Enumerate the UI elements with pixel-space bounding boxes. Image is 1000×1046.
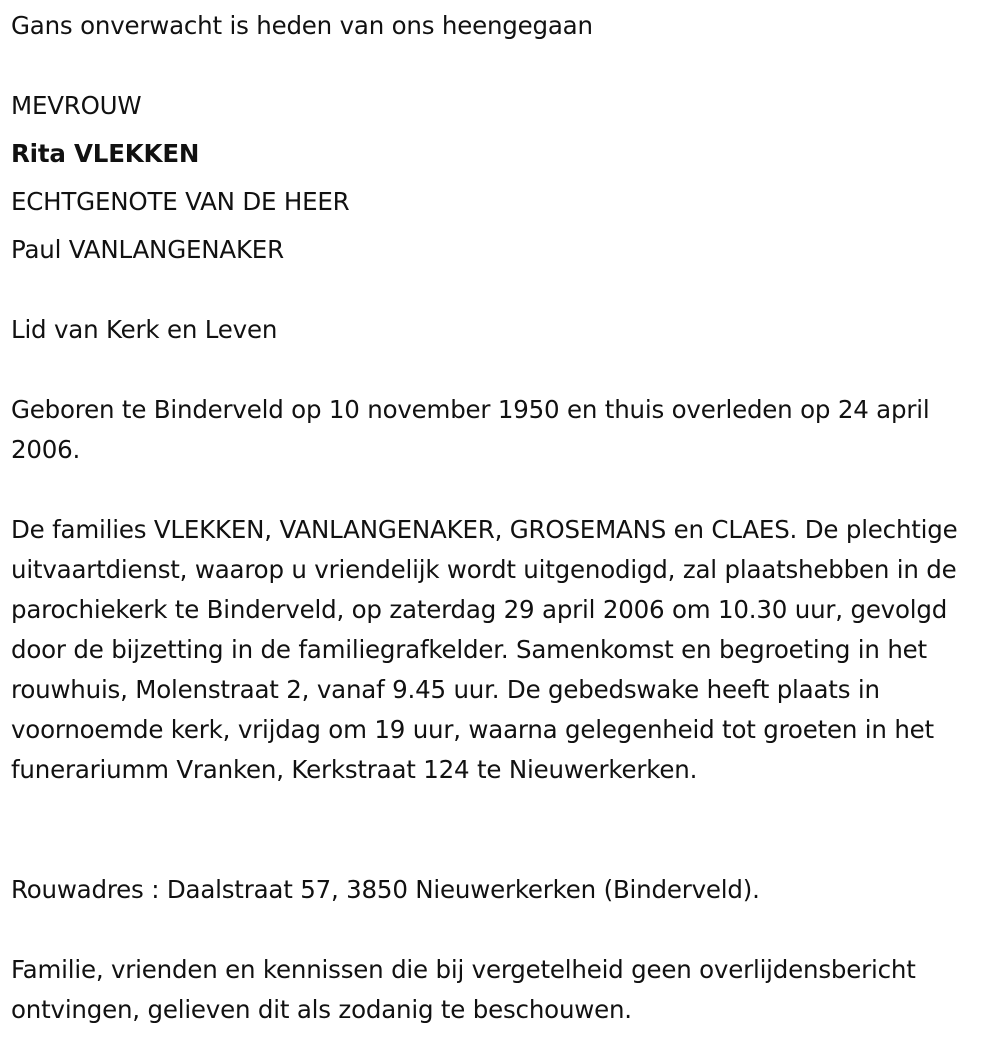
address-text: Rouwadres : Daalstraat 57, 3850 Nieuwerkerken (Binderveld). <box>11 875 760 904</box>
deceased-name: Rita VLEKKEN <box>11 139 200 168</box>
families-paragraph: De families VLEKKEN, VANLANGENAKER, GROSEMANS en CLAES. De plechtige uitvaartdienst, waarop u vriendelijk wordt uitgenodigd, zal plaatshebben in de parochiekerk te Binderveld, op zaterdag 29 april 2006 om 10.30 uur, gevolgd door de bijzetting in de familiegrafkelder. Samenkomst en begroeting in het rouwhuis, Molenstraat 2, vanaf 9.45 uur. De gebedswake heeft plaats in voornoemde kerk, vrijdag om 19 uur, waarna gelegenheid tot groeten in het funerariumm Vranken, Kerkstraat 124 te Nieuwerkerken. <box>11 515 958 784</box>
closing-paragraph: Familie, vrienden en kennissen die bij vergetelheid geen overlijdensbericht ontvingen, gelieven dit als zodanig te beschouwen. <box>11 955 916 1024</box>
birth-death-text: Geboren te Binderveld op 10 november 1950 en thuis overleden op 24 april 2006. <box>11 395 930 464</box>
spouse-label: ECHTGENOTE VAN DE HEER <box>11 187 350 216</box>
spouse-name: Paul VANLANGENAKER <box>11 235 284 264</box>
intro-text: Gans onverwacht is heden van ons heengegaan <box>11 11 593 40</box>
membership-text: Lid van Kerk en Leven <box>11 315 278 344</box>
title-text: MEVROUW <box>11 91 142 120</box>
